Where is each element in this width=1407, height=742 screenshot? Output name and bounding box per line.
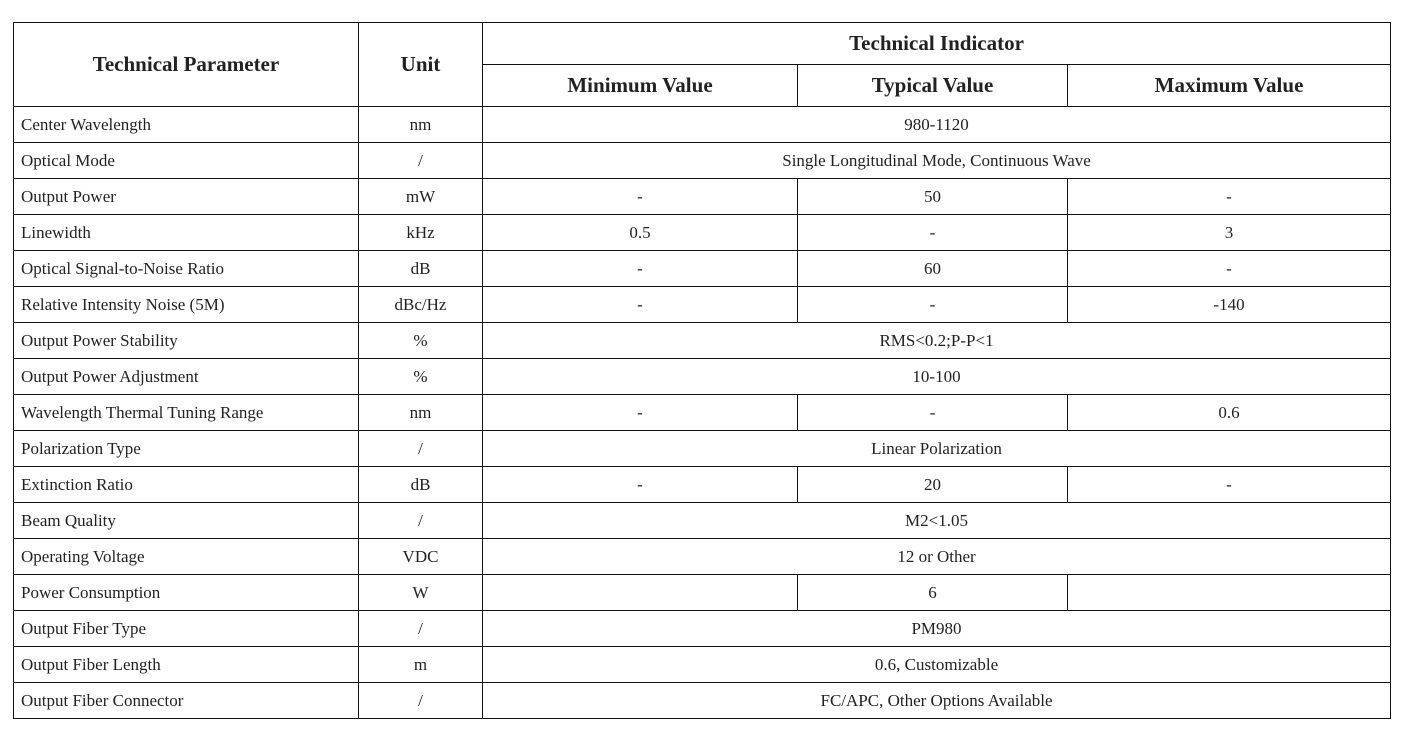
unit-cell: % bbox=[359, 323, 483, 359]
min-value-cell: - bbox=[483, 467, 798, 503]
table-row bbox=[14, 575, 1391, 611]
parameter-cell: Relative Intensity Noise (5M) bbox=[14, 287, 359, 323]
unit-cell: / bbox=[359, 503, 483, 539]
header-parameter: Technical Parameter bbox=[14, 23, 359, 107]
max-value-cell: - bbox=[1068, 251, 1391, 287]
table-body bbox=[14, 107, 1391, 719]
unit-cell: W bbox=[359, 575, 483, 611]
table-row bbox=[14, 179, 1391, 215]
min-value-cell: 0.5 bbox=[483, 215, 798, 251]
header-unit: Unit bbox=[359, 23, 483, 107]
table-row bbox=[14, 359, 1391, 395]
header-indicator: Technical Indicator bbox=[483, 23, 1391, 65]
table-row bbox=[14, 107, 1391, 143]
unit-cell: mW bbox=[359, 179, 483, 215]
parameter-cell: Operating Voltage bbox=[14, 539, 359, 575]
value-cell: Linear Polarization bbox=[483, 431, 1391, 467]
parameter-cell: Optical Signal-to-Noise Ratio bbox=[14, 251, 359, 287]
unit-cell: dBc/Hz bbox=[359, 287, 483, 323]
min-value-cell: - bbox=[483, 179, 798, 215]
parameter-cell: Output Power Adjustment bbox=[14, 359, 359, 395]
table-row bbox=[14, 431, 1391, 467]
table-row bbox=[14, 683, 1391, 719]
typical-value-cell: - bbox=[798, 215, 1068, 251]
unit-cell: kHz bbox=[359, 215, 483, 251]
parameter-cell: Wavelength Thermal Tuning Range bbox=[14, 395, 359, 431]
table-row bbox=[14, 395, 1391, 431]
value-cell: Single Longitudinal Mode, Continuous Wave bbox=[483, 143, 1391, 179]
min-value-cell bbox=[483, 575, 798, 611]
max-value-cell: 0.6 bbox=[1068, 395, 1391, 431]
specifications-table bbox=[13, 22, 1391, 719]
unit-cell: m bbox=[359, 647, 483, 683]
parameter-cell: Polarization Type bbox=[14, 431, 359, 467]
unit-cell: dB bbox=[359, 251, 483, 287]
unit-cell: / bbox=[359, 143, 483, 179]
unit-cell: VDC bbox=[359, 539, 483, 575]
parameter-cell: Optical Mode bbox=[14, 143, 359, 179]
typical-value-cell: - bbox=[798, 287, 1068, 323]
parameter-cell: Center Wavelength bbox=[14, 107, 359, 143]
value-cell: FC/APC, Other Options Available bbox=[483, 683, 1391, 719]
unit-cell: % bbox=[359, 359, 483, 395]
table-header bbox=[14, 23, 1391, 107]
unit-cell: / bbox=[359, 611, 483, 647]
unit-cell: dB bbox=[359, 467, 483, 503]
header-typical: Typical Value bbox=[798, 65, 1068, 107]
min-value-cell: - bbox=[483, 395, 798, 431]
parameter-cell: Beam Quality bbox=[14, 503, 359, 539]
parameter-cell: Output Power bbox=[14, 179, 359, 215]
unit-cell: nm bbox=[359, 395, 483, 431]
max-value-cell: -140 bbox=[1068, 287, 1391, 323]
parameter-cell: Output Fiber Length bbox=[14, 647, 359, 683]
unit-cell: / bbox=[359, 431, 483, 467]
table-row bbox=[14, 611, 1391, 647]
value-cell: 12 or Other bbox=[483, 539, 1391, 575]
value-cell: RMS<0.2;P-P<1 bbox=[483, 323, 1391, 359]
min-value-cell: - bbox=[483, 287, 798, 323]
table-row bbox=[14, 467, 1391, 503]
max-value-cell: - bbox=[1068, 179, 1391, 215]
value-cell: PM980 bbox=[483, 611, 1391, 647]
max-value-cell: - bbox=[1068, 467, 1391, 503]
parameter-cell: Output Power Stability bbox=[14, 323, 359, 359]
typical-value-cell: 20 bbox=[798, 467, 1068, 503]
parameter-cell: Extinction Ratio bbox=[14, 467, 359, 503]
max-value-cell: 3 bbox=[1068, 215, 1391, 251]
unit-cell: nm bbox=[359, 107, 483, 143]
value-cell: M2<1.05 bbox=[483, 503, 1391, 539]
parameter-cell: Linewidth bbox=[14, 215, 359, 251]
value-cell: 980-1120 bbox=[483, 107, 1391, 143]
table-row bbox=[14, 503, 1391, 539]
typical-value-cell: 6 bbox=[798, 575, 1068, 611]
table-row bbox=[14, 647, 1391, 683]
parameter-cell: Output Fiber Type bbox=[14, 611, 359, 647]
max-value-cell bbox=[1068, 575, 1391, 611]
unit-cell: / bbox=[359, 683, 483, 719]
table-row bbox=[14, 323, 1391, 359]
table-row bbox=[14, 251, 1391, 287]
typical-value-cell: 60 bbox=[798, 251, 1068, 287]
parameter-cell: Output Fiber Connector bbox=[14, 683, 359, 719]
table-row bbox=[14, 215, 1391, 251]
table-row bbox=[14, 143, 1391, 179]
table-row bbox=[14, 287, 1391, 323]
value-cell: 10-100 bbox=[483, 359, 1391, 395]
header-min: Minimum Value bbox=[483, 65, 798, 107]
min-value-cell: - bbox=[483, 251, 798, 287]
parameter-cell: Power Consumption bbox=[14, 575, 359, 611]
table-row bbox=[14, 539, 1391, 575]
value-cell: 0.6, Customizable bbox=[483, 647, 1391, 683]
header-max: Maximum Value bbox=[1068, 65, 1391, 107]
typical-value-cell: - bbox=[798, 395, 1068, 431]
typical-value-cell: 50 bbox=[798, 179, 1068, 215]
